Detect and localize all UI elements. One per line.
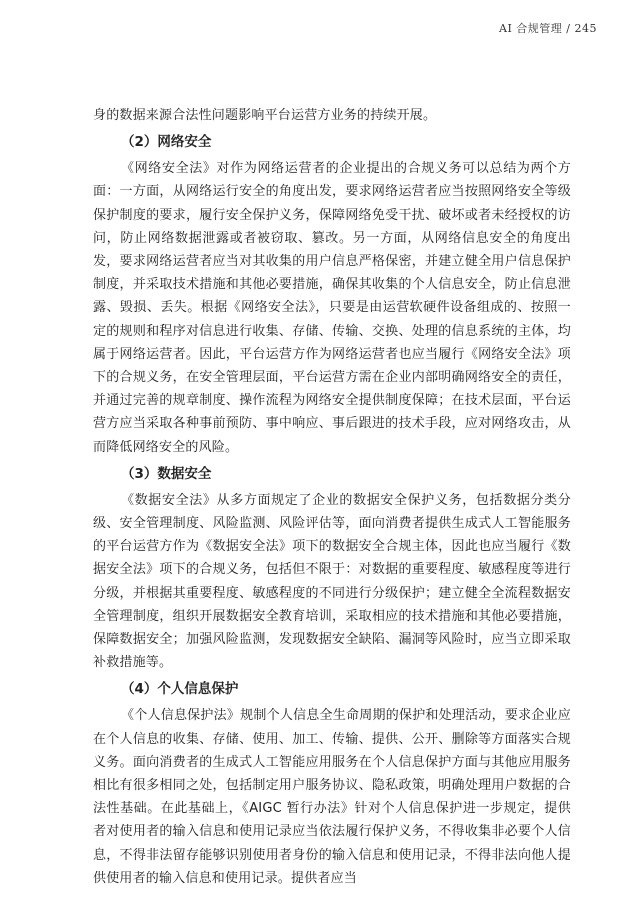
section-heading-data-security: （3）数据安全 [121, 465, 212, 482]
paragraph-data-security: 《数据安全法》从多方面规定了企业的数据安全保护义务，包括数据分类分级、安全管理制度、风险监测、风险评估等，面向消费者提供生成式人工智能服务的平台运营方作为《数据安全法》项下的数据安全合规主体，因此也应当履行《数据安全法》项下的合规义务，包括但不限于：对数据的重要程度、敏感程度等进行分级，并根据其重要程度、敏感程度的不同进行分级保护；建立健全全流程数据安全管理制度，组织开展数据安全教育培训，采取相应的技术措施和其他必要措施，保障数据安全；加强风险监测，发现数据安全缺陷、漏洞等风险时，应当立即采取补救措施等。 [93, 492, 571, 671]
section-heading-network-security: （2）网络安全 [121, 134, 212, 151]
section-heading-personal-info: （4）个人信息保护 [121, 681, 239, 698]
paragraph-network-security: 《网络安全法》对作为网络运营者的企业提出的合规义务可以总结为两个方面：一方面，从网络运行安全的角度出发，要求网络运营者应当按照网络安全等级保护制度的要求，履行安全保护义务，保障网络免受干扰、破坏或者未经授权的访问，防止网络数据泄露或者被窃取、篡改。另一方面，从网络信息安全的角度出发，要求网络运营者应当对其收集的用户信息严格保密，并建立健全用户信息保护制度，并采取技术措施和其他必要措施，确保其收集的个人信息安全，防止信息泄露、毁损、丢失。根据《网络安全法》，只要是由运营软硬件设备组成的、按照一定的规则和程序对信息进行收集、存储、传输、交换、处理的信息系统的主体，均属于网络运营者。因此，平台运营方作为网络运营者也应当履行《网络安全法》项下的合规义务，在安全管理层面，平台运营方需在企业内部明确网络安全的责任，并通过完善的规章制度、操作流程为网络安全提供制度保障；在技术层面，平台运营方应当采取各种事前预防、事中响应、事后跟进的技术手段，应对网络攻击，从而降低网络安全的风险。 [93, 161, 571, 455]
page-body [93, 104, 571, 890]
running-header: AI 合规管理 / 245 [499, 22, 597, 35]
paragraph-personal-info: 《个人信息保护法》规制个人信息全生命周期的保护和处理活动，要求企业应在个人信息的收集、存储、使用、加工、传输、提供、公开、删除等方面落实合规义务。面向消费者的生成式人工智能应用服务在个人信息保护方面与其他应用服务相比有很多相同之处，包括制定用户服务协议、隐私政策，明确处理用户数据的合法性基础。在此基础上，《AIGC 暂行办法》针对个人信息保护进一步规定，提供者对使用者的输入信息和使用记录应当依法履行保护义务，不得收集非必要个人信息，不得非法留存能够识别使用者身份的输入信息和使用记录，不得非法向他人提供使用者的输入信息和使用记录。提供者应当 [93, 708, 571, 886]
paragraph-continuation: 身的数据来源合法性问题影响平台运营方业务的持续开展。 [93, 108, 437, 123]
